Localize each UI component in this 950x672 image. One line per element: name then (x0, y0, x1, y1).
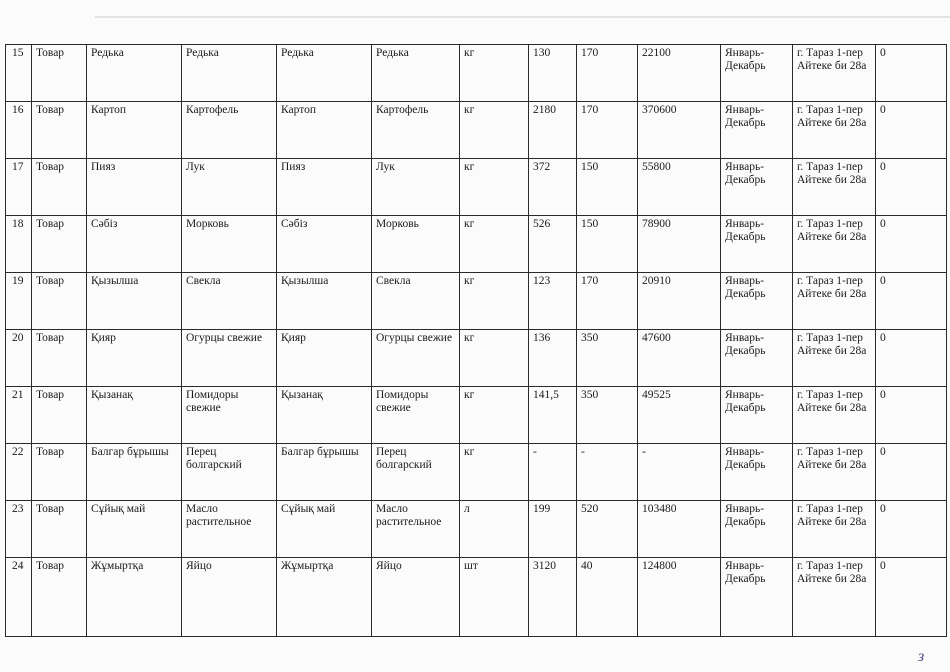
table-row (6, 273, 947, 330)
advance-flag-cell: 0 (876, 45, 947, 102)
item-type-cell: Товар (32, 273, 87, 330)
item-type-cell: Товар (32, 216, 87, 273)
page-mark: з (918, 648, 925, 665)
name-kz-cell: Жұмыртқа (87, 558, 182, 637)
delivery-period-cell: Январь-Декабрь (721, 558, 793, 637)
quantity-cell: 136 (529, 330, 577, 387)
short-name-ru-cell: Свекла (372, 273, 460, 330)
item-type-cell: Товар (32, 387, 87, 444)
price-cell: 150 (577, 159, 638, 216)
unit-cell: кг (460, 102, 529, 159)
delivery-period-cell: Январь-Декабрь (721, 387, 793, 444)
short-name-kz-cell: Балгар бұрышы (277, 444, 372, 501)
name-ru-cell: Масло растительное (182, 501, 277, 558)
name-ru-cell: Огурцы свежие (182, 330, 277, 387)
table-row (6, 558, 947, 637)
unit-cell: кг (460, 387, 529, 444)
procurement-table (5, 44, 947, 637)
sum-cell: - (638, 444, 721, 501)
sum-cell: 55800 (638, 159, 721, 216)
unit-cell: кг (460, 159, 529, 216)
unit-cell: шт (460, 558, 529, 637)
item-type-cell: Товар (32, 159, 87, 216)
sum-cell: 49525 (638, 387, 721, 444)
table-row (6, 216, 947, 273)
name-kz-cell: Қызанақ (87, 387, 182, 444)
item-type-cell: Товар (32, 45, 87, 102)
quantity-cell: 372 (529, 159, 577, 216)
row-number-cell: 16 (6, 102, 32, 159)
short-name-kz-cell: Жұмыртқа (277, 558, 372, 637)
price-cell: 520 (577, 501, 638, 558)
name-kz-cell: Пияз (87, 159, 182, 216)
short-name-kz-cell: Картоп (277, 102, 372, 159)
delivery-place-cell: г. Тараз 1-пер Айтеке би 28а (793, 387, 876, 444)
row-number-cell: 19 (6, 273, 32, 330)
short-name-kz-cell: Редька (277, 45, 372, 102)
short-name-kz-cell: Қызанақ (277, 387, 372, 444)
delivery-place-cell: г. Тараз 1-пер Айтеке би 28а (793, 501, 876, 558)
advance-flag-cell: 0 (876, 102, 947, 159)
price-cell: 170 (577, 273, 638, 330)
unit-cell: кг (460, 216, 529, 273)
row-number-cell: 17 (6, 159, 32, 216)
short-name-ru-cell: Яйцо (372, 558, 460, 637)
price-cell: 170 (577, 45, 638, 102)
price-cell: 40 (577, 558, 638, 637)
delivery-period-cell: Январь-Декабрь (721, 273, 793, 330)
quantity-cell: 141,5 (529, 387, 577, 444)
unit-cell: кг (460, 330, 529, 387)
table-row (6, 444, 947, 501)
quantity-cell: 130 (529, 45, 577, 102)
delivery-period-cell: Январь-Декабрь (721, 444, 793, 501)
price-cell: 350 (577, 387, 638, 444)
delivery-place-cell: г. Тараз 1-пер Айтеке би 28а (793, 102, 876, 159)
delivery-period-cell: Январь-Декабрь (721, 330, 793, 387)
quantity-cell: 123 (529, 273, 577, 330)
name-ru-cell: Картофель (182, 102, 277, 159)
short-name-kz-cell: Қияр (277, 330, 372, 387)
sum-cell: 22100 (638, 45, 721, 102)
quantity-cell: 2180 (529, 102, 577, 159)
delivery-place-cell: г. Тараз 1-пер Айтеке би 28а (793, 45, 876, 102)
advance-flag-cell: 0 (876, 330, 947, 387)
delivery-place-cell: г. Тараз 1-пер Айтеке би 28а (793, 444, 876, 501)
sum-cell: 370600 (638, 102, 721, 159)
unit-cell: кг (460, 45, 529, 102)
price-cell: 350 (577, 330, 638, 387)
sum-cell: 20910 (638, 273, 721, 330)
row-number-cell: 23 (6, 501, 32, 558)
short-name-ru-cell: Масло растительное (372, 501, 460, 558)
name-ru-cell: Помидоры свежие (182, 387, 277, 444)
name-ru-cell: Перец болгарский (182, 444, 277, 501)
advance-flag-cell: 0 (876, 273, 947, 330)
row-number-cell: 15 (6, 45, 32, 102)
item-type-cell: Товар (32, 102, 87, 159)
table-row (6, 501, 947, 558)
item-type-cell: Товар (32, 501, 87, 558)
row-number-cell: 21 (6, 387, 32, 444)
price-cell: 150 (577, 216, 638, 273)
name-kz-cell: Картоп (87, 102, 182, 159)
delivery-place-cell: г. Тараз 1-пер Айтеке би 28а (793, 159, 876, 216)
row-number-cell: 24 (6, 558, 32, 637)
delivery-period-cell: Январь-Декабрь (721, 159, 793, 216)
price-cell: - (577, 444, 638, 501)
row-number-cell: 18 (6, 216, 32, 273)
short-name-ru-cell: Морковь (372, 216, 460, 273)
row-number-cell: 20 (6, 330, 32, 387)
unit-cell: кг (460, 444, 529, 501)
delivery-place-cell: г. Тараз 1-пер Айтеке би 28а (793, 273, 876, 330)
delivery-period-cell: Январь-Декабрь (721, 102, 793, 159)
name-ru-cell: Редька (182, 45, 277, 102)
advance-flag-cell: 0 (876, 216, 947, 273)
name-kz-cell: Қызылша (87, 273, 182, 330)
page-edge (95, 16, 950, 18)
item-type-cell: Товар (32, 558, 87, 637)
short-name-ru-cell: Перец болгарский (372, 444, 460, 501)
short-name-kz-cell: Қызылша (277, 273, 372, 330)
delivery-place-cell: г. Тараз 1-пер Айтеке би 28а (793, 330, 876, 387)
item-type-cell: Товар (32, 444, 87, 501)
short-name-ru-cell: Картофель (372, 102, 460, 159)
advance-flag-cell: 0 (876, 159, 947, 216)
table-row (6, 159, 947, 216)
short-name-kz-cell: Сәбіз (277, 216, 372, 273)
delivery-place-cell: г. Тараз 1-пер Айтеке би 28а (793, 216, 876, 273)
sum-cell: 47600 (638, 330, 721, 387)
table-row (6, 102, 947, 159)
short-name-ru-cell: Огурцы свежие (372, 330, 460, 387)
short-name-ru-cell: Помидоры свежие (372, 387, 460, 444)
name-kz-cell: Сұйық май (87, 501, 182, 558)
name-kz-cell: Сәбіз (87, 216, 182, 273)
quantity-cell: 526 (529, 216, 577, 273)
sum-cell: 78900 (638, 216, 721, 273)
advance-flag-cell: 0 (876, 558, 947, 637)
price-cell: 170 (577, 102, 638, 159)
row-number-cell: 22 (6, 444, 32, 501)
item-type-cell: Товар (32, 330, 87, 387)
advance-flag-cell: 0 (876, 444, 947, 501)
name-ru-cell: Свекла (182, 273, 277, 330)
delivery-period-cell: Январь-Декабрь (721, 216, 793, 273)
quantity-cell: 3120 (529, 558, 577, 637)
quantity-cell: - (529, 444, 577, 501)
sum-cell: 103480 (638, 501, 721, 558)
short-name-ru-cell: Лук (372, 159, 460, 216)
name-kz-cell: Балгар бұрышы (87, 444, 182, 501)
advance-flag-cell: 0 (876, 387, 947, 444)
delivery-place-cell: г. Тараз 1-пер Айтеке би 28а (793, 558, 876, 637)
table-row (6, 45, 947, 102)
advance-flag-cell: 0 (876, 501, 947, 558)
delivery-period-cell: Январь-Декабрь (721, 45, 793, 102)
name-ru-cell: Яйцо (182, 558, 277, 637)
name-ru-cell: Морковь (182, 216, 277, 273)
sum-cell: 124800 (638, 558, 721, 637)
short-name-kz-cell: Сұйық май (277, 501, 372, 558)
table-row (6, 330, 947, 387)
unit-cell: л (460, 501, 529, 558)
short-name-ru-cell: Редька (372, 45, 460, 102)
name-kz-cell: Қияр (87, 330, 182, 387)
quantity-cell: 199 (529, 501, 577, 558)
table-row (6, 387, 947, 444)
name-kz-cell: Редька (87, 45, 182, 102)
delivery-period-cell: Январь-Декабрь (721, 501, 793, 558)
name-ru-cell: Лук (182, 159, 277, 216)
short-name-kz-cell: Пияз (277, 159, 372, 216)
unit-cell: кг (460, 273, 529, 330)
